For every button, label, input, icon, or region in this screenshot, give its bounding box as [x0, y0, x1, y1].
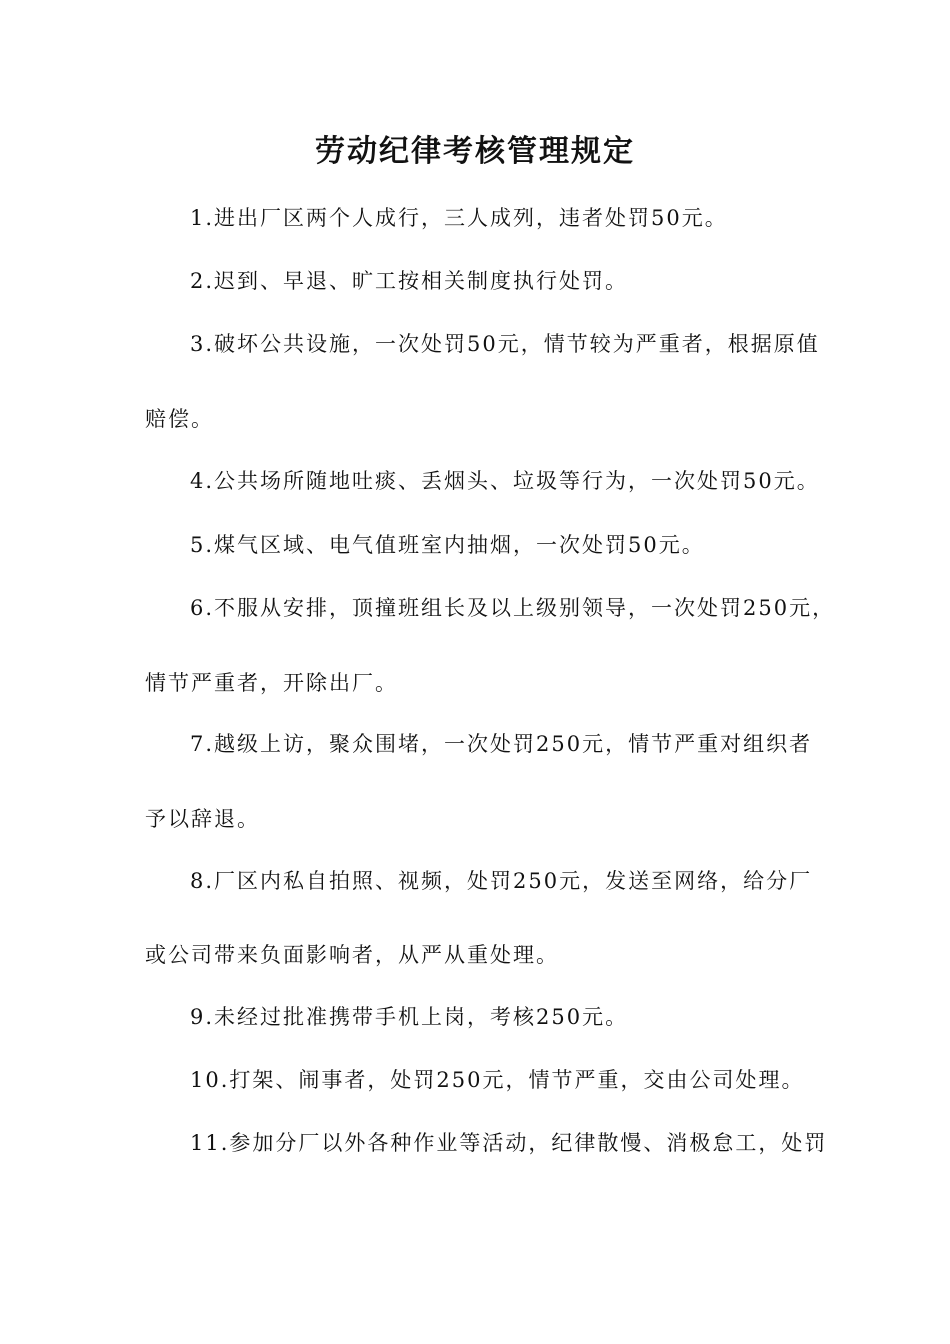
rule-8-line: 8.厂区内私自拍照、视频，处罚250元，发送至网络，给分厂: [190, 869, 813, 893]
rule-6-line: 6.不服从安排，顶撞班组长及以上级别领导，一次处罚250元，: [190, 596, 836, 620]
rule-10-line: 10.打架、闹事者，处罚250元，情节严重，交由公司处理。: [190, 1068, 805, 1092]
rule-9-line: 9.未经过批准携带手机上岗，考核250元。: [190, 1005, 629, 1029]
rule-3-continuation: 赔偿。: [145, 407, 214, 431]
rule-6-continuation: 情节严重者，开除出厂。: [145, 671, 398, 695]
rule-11-line: 11.参加分厂以外各种作业等活动，纪律散慢、消极怠工，处罚: [190, 1131, 828, 1155]
rule-8-continuation: 或公司带来负面影响者，从严从重处理。: [145, 943, 559, 967]
rule-2-line: 2.迟到、早退、旷工按相关制度执行处罚。: [190, 269, 629, 293]
rule-1-line: 1.进出厂区两个人成行，三人成列，违者处罚50元。: [190, 206, 728, 230]
rule-7-line: 7.越级上访，聚众围堵，一次处罚250元，情节严重对组织者: [190, 732, 813, 756]
rule-4-line: 4.公共场所随地吐痰、丢烟头、垃圾等行为，一次处罚50元。: [190, 469, 820, 493]
rule-3-line: 3.破坏公共设施，一次处罚50元，情节较为严重者，根据原值: [190, 332, 820, 356]
rule-5-line: 5.煤气区域、电气值班室内抽烟，一次处罚50元。: [190, 533, 705, 557]
document-title: 劳动纪律考核管理规定: [315, 134, 635, 169]
rule-7-continuation: 予以辞退。: [145, 807, 260, 831]
